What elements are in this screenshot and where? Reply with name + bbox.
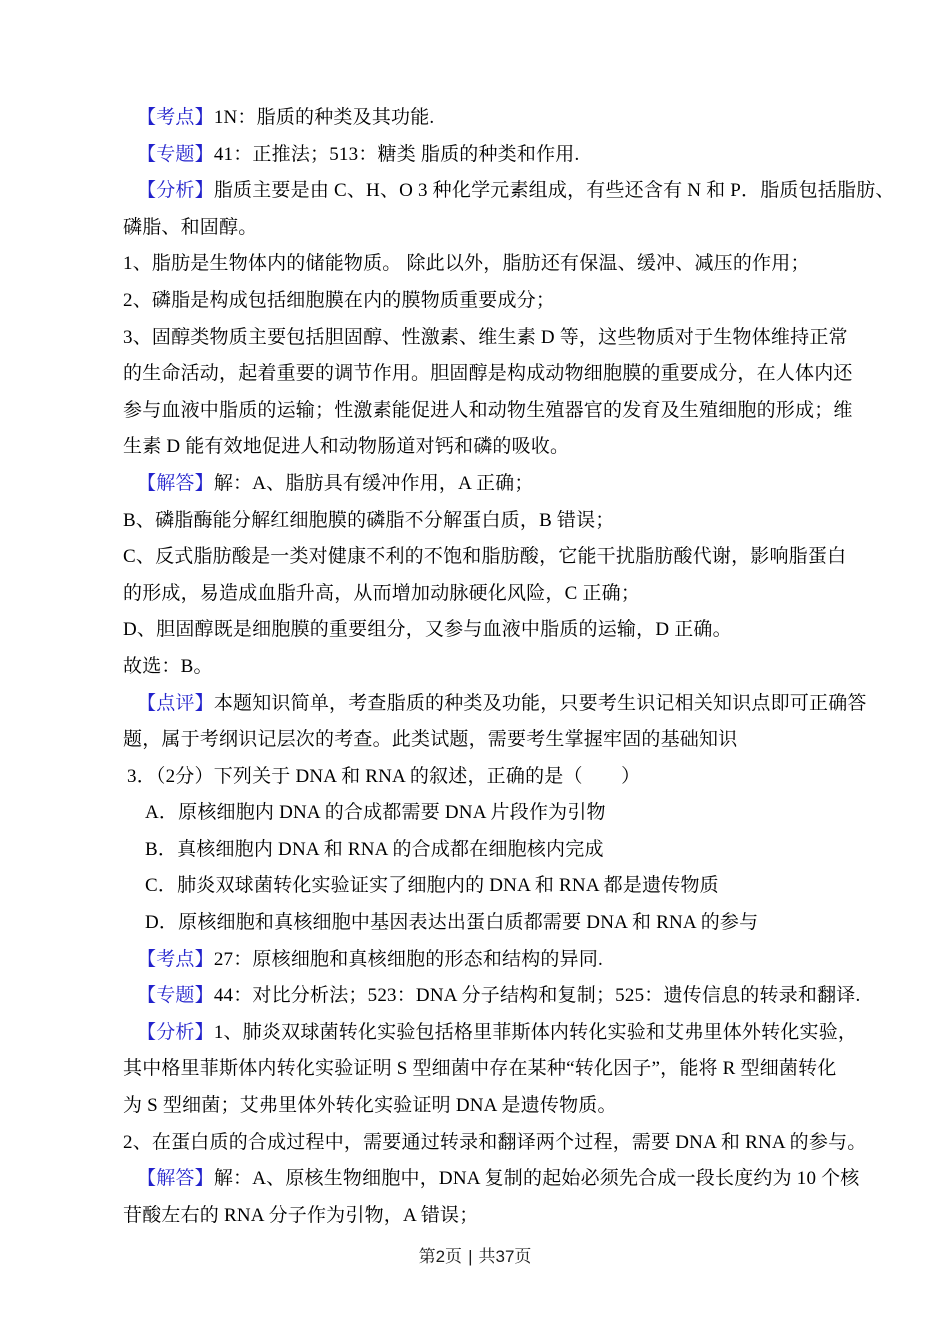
line-text: 3、固醇类物质主要包括胆固醇、性激素、维生素 D 等，这些物质对于生物体维持正常 — [123, 326, 848, 348]
line-text: 脂质主要是由 C、H、O 3 种化学元素组成，有些还含有 N 和 P．脂质包括脂肪、 — [213, 180, 895, 202]
doc-line — [123, 722, 839, 759]
line-text: 苷酸左右的 RNA 分子作为引物，A 错误； — [123, 1204, 479, 1226]
doc-line — [123, 539, 847, 576]
line-text: 故选：B。 — [123, 655, 213, 677]
section-tag: 【专题】 — [137, 985, 214, 1007]
section-tag: 【点评】 — [137, 692, 214, 714]
line-text: C、反式脂肪酸是一类对健康不利的不饱和脂肪酸，它能干扰脂肪酸代谢，影响脂蛋白 — [123, 546, 847, 568]
line-text: 题，属于考纲识记层次的考查。此类试题，需要考生掌握牢固的基础知识 — [123, 729, 738, 751]
line-text: 生素 D 能有效地促进人和动物肠道对钙和磷的吸收。 — [123, 436, 570, 458]
line-text: 3．（2分）下列关于 DNA 和 RNA 的叙述，正确的是（ ） — [127, 765, 641, 787]
line-text: 磷脂、和固醇。 — [123, 216, 258, 238]
doc-line — [123, 649, 839, 686]
doc-line — [123, 868, 839, 905]
doc-line — [123, 283, 839, 320]
doc-line — [123, 246, 839, 283]
doc-line — [123, 1198, 839, 1235]
doc-line — [123, 576, 839, 613]
doc-line — [123, 320, 848, 357]
line-text: 1、肺炎双球菌转化实验包括格里菲斯体内转化实验和艾弗里体外转化实验， — [213, 1021, 858, 1043]
line-text: C．肺炎双球菌转化实验证实了细胞内的 DNA 和 RNA 都是遗传物质 — [145, 875, 719, 897]
section-tag: 【专题】 — [137, 143, 214, 165]
footer-total-pages: 共37页 — [478, 1247, 532, 1266]
doc-line — [123, 100, 839, 137]
line-text: 的生命活动，起着重要的调节作用。胆固醇是构成动物细胞膜的重要成分，在人体内还 — [123, 363, 853, 385]
line-text: 1、脂肪是生物体内的储能物质。 除此以外，脂肪还有保温、缓冲、减压的作用； — [123, 253, 810, 275]
doc-line — [123, 759, 839, 796]
doc-line — [123, 429, 839, 466]
doc-line — [123, 795, 839, 832]
footer-page-number: 第2页 — [418, 1247, 463, 1266]
doc-line — [123, 905, 839, 942]
line-text: 44：对比分析法；523：DNA 分子结构和复制；525：遗传信息的转录和翻译. — [213, 985, 861, 1007]
footer-separator: | — [468, 1247, 473, 1266]
section-tag: 【分析】 — [137, 1021, 214, 1043]
line-text: A．原核细胞内 DNA 的合成都需要 DNA 片段作为引物 — [145, 802, 606, 824]
section-tag: 【解答】 — [137, 1168, 214, 1190]
line-text: 41：正推法；513：糖类 脂质的种类和作用. — [213, 143, 580, 165]
doc-line — [123, 137, 839, 174]
line-text: 参与血液中脂质的运输；性激素能促进人和动物生殖器官的发育及生殖细胞的形成；维 — [123, 399, 853, 421]
document-body — [123, 100, 895, 1234]
doc-line — [123, 686, 867, 723]
doc-line — [123, 1161, 860, 1198]
doc-line — [123, 356, 853, 393]
line-text: 解：A、脂肪具有缓冲作用，A 正确； — [213, 472, 534, 494]
doc-line — [123, 173, 895, 210]
line-text: 其中格里菲斯体内转化实验证明 S 型细菌中存在某种“转化因子”，能将 R 型细菌转化 — [123, 1058, 837, 1080]
doc-line — [123, 1088, 839, 1125]
doc-line — [123, 612, 839, 649]
line-text: B．真核细胞内 DNA 和 RNA 的合成都在细胞核内完成 — [145, 838, 604, 860]
section-tag: 【分析】 — [137, 180, 214, 202]
line-text: 的形成，易造成血脂升高，从而增加动脉硬化风险，C 正确； — [123, 582, 641, 604]
doc-line — [123, 978, 861, 1015]
line-text: 1N：脂质的种类及其功能. — [213, 107, 435, 128]
doc-line — [123, 503, 839, 540]
section-tag: 【考点】 — [137, 948, 214, 970]
line-text: D、胆固醇既是细胞膜的重要组分，又参与血液中脂质的运输，D 正确。 — [123, 619, 732, 641]
doc-line — [123, 1125, 867, 1162]
section-tag: 【考点】 — [137, 107, 214, 128]
line-text: 本题知识简单，考查脂质的种类及功能，只要考生识记相关知识点即可正确答 — [213, 692, 867, 714]
doc-line — [123, 393, 853, 430]
line-text: 2、在蛋白质的合成过程中，需要通过转录和翻译两个过程，需要 DNA 和 RNA 的参与。 — [123, 1131, 867, 1153]
doc-line — [123, 942, 839, 979]
line-text: B、磷脂酶能分解红细胞膜的磷脂不分解蛋白质，B 错误； — [123, 509, 615, 531]
line-text: 27：原核细胞和真核细胞的形态和结构的异同. — [213, 948, 603, 970]
doc-line — [123, 1015, 858, 1052]
line-text: 为 S 型细菌；艾弗里体外转化实验证明 DNA 是遗传物质。 — [123, 1095, 617, 1117]
doc-line — [123, 210, 839, 247]
section-tag: 【解答】 — [137, 472, 214, 494]
page-footer — [0, 1242, 950, 1267]
line-text: 2、磷脂是构成包括细胞膜在内的膜物质重要成分； — [123, 289, 556, 311]
doc-line — [123, 832, 839, 869]
line-text: 解：A、原核生物细胞中，DNA 复制的起始必须先合成一段长度约为 10 个核 — [213, 1168, 860, 1190]
doc-line — [123, 1051, 839, 1088]
line-text: D．原核细胞和真核细胞中基因表达出蛋白质都需要 DNA 和 RNA 的参与 — [145, 912, 759, 934]
doc-line — [123, 466, 839, 503]
